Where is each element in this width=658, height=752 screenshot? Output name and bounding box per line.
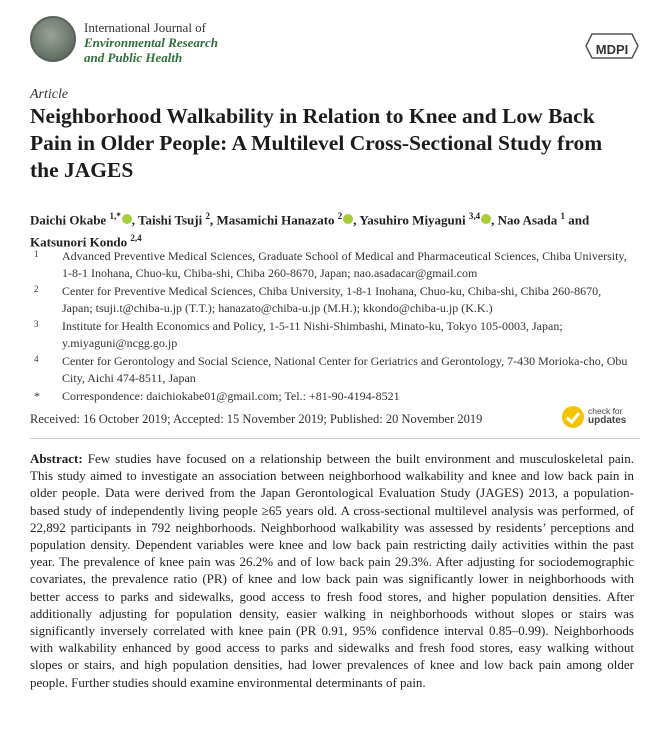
affiliation-list [30, 248, 630, 407]
journal-name-line3: and Public Health [84, 50, 183, 65]
author-name[interactable]: Daichi Okabe [30, 212, 110, 228]
check-for-label: check for [588, 406, 623, 416]
mdpi-logo [584, 26, 640, 66]
journal-name-line2: Environmental Research [84, 35, 218, 50]
check-icon [562, 406, 584, 428]
author-affiliation-marker: 2 [205, 211, 210, 221]
author-list: Daichi Okabe $^{1,*}$ , Taishi Tsuji $^2$, Masamichi Hanazato $^2$ , Yasuhiro Miyaguni $^{3,4}$ , Nao Asada $^1$ and Katsunori Kondo $^{2,4}$ [30, 211, 590, 250]
affiliation-text: Center for Gerontology and Social Science, National Center for Geriatrics and Gerontology, 7-430 Morioka-cho, Obu City, Aichi 474-8511, Japan [62, 354, 628, 385]
affiliation-number: 4 [34, 354, 39, 364]
article-title: Neighborhood Walkability in Relation to Knee and Low Back Pain in Older People: A Multilevel Cross-Sectional Study from the JAGES [30, 104, 603, 182]
affiliation-text: Institute for Health Economics and Policy, 1-5-11 Nishi-Shimbashi, Minato-ku, Tokyo 105-0003, Japan; y.miyaguni@ncgg.go.jp [62, 319, 563, 350]
affiliation-number: 1 [34, 249, 39, 259]
abstract-text: Few studies have focused on a relationship between the built environment and musculoskeletal pain. This study aimed to investigate an association between neighborhood walkability and knee and low back pain in older people. Data were derived from the Japan Gerontological Evaluation Study (JAGES) 2013, a population-based study of independently living people ≥65 years old. A cross-sectional multilevel analysis was performed, of 22,892 participants in 792 neighborhoods. Neighborhood walkability was assessed by residents’ perceptions and population density. Dependent variables were knee and low back pain restricting daily activities within the past year. The prevalence of knee pain was 26.2% and of low back pain 29.3%. After adjusting for sociodemographic covariates, the prevalence ratio (PR) of knee and low back pain was significantly lower in neighborhoods with better access to parks and sidewalks, good access to fresh food stores, and higher population densities. After additionally adjusting for population density, easier walking in neighborhoods without slopes or stairs was significantly inversely correlated with knee pain (PR 0.91, 95% confidence interval 0.85–0.99). Neighborhoods with walkability enhanced by good access to parks and sidewalks and fresh food stores, easy walking without slopes or stairs, and high population densities, had lower prevalences of knee and low back pain among older people. Further studies should examine environmental determinants of pain. [30, 451, 634, 690]
author-affiliation-marker: 2,4 [130, 233, 142, 244]
mdpi-logo-text: MDPI [595, 42, 629, 57]
divider [30, 438, 640, 439]
abstract [30, 450, 634, 691]
journal-logo-icon [30, 16, 76, 62]
author-joiner: and [568, 212, 590, 228]
author-name[interactable]: Yasuhiro Miyaguni [359, 212, 469, 228]
article-type: Article [30, 87, 69, 102]
affiliation-number: 2 [34, 284, 39, 294]
affiliation-item [30, 388, 630, 405]
journal-header [30, 16, 640, 76]
abstract-label: Abstract: [30, 451, 83, 466]
author-name[interactable]: Taishi Tsuji [137, 212, 206, 228]
affiliation-text: Correspondence: daichiokabe01@gmail.com; Tel.: +81-90-4194-8521 [62, 389, 400, 403]
affiliation-number: * [34, 389, 40, 403]
check-for-updates-badge[interactable] [562, 404, 640, 430]
affiliation-item [30, 283, 630, 316]
journal-name-line1: International Journal of [84, 20, 207, 35]
author-name[interactable]: Nao Asada [497, 212, 561, 228]
author-name[interactable]: Katsunori Kondo [30, 234, 131, 250]
affiliation-item [30, 248, 630, 281]
updates-label: updates [588, 415, 627, 426]
publication-dates: Received: 16 October 2019; Accepted: 15 November 2019; Published: 20 November 2019 [30, 412, 483, 426]
author-affiliation-marker: 1 [560, 211, 565, 221]
author-name[interactable]: Masamichi Hanazato [216, 212, 338, 228]
orcid-icon[interactable] [122, 214, 132, 224]
orcid-icon[interactable] [481, 214, 491, 224]
affiliation-item [30, 353, 630, 386]
affiliation-number: 3 [34, 319, 39, 329]
author-affiliation-marker: 1,* [109, 211, 121, 221]
author-affiliation-marker: 2 [337, 211, 343, 221]
author-affiliation-marker: 3,4 [468, 211, 481, 221]
affiliation-text: Center for Preventive Medical Sciences, Chiba University, 1-8-1 Inohana, Chuo-ku, Chiba-shi, Chiba 260-8670, Japan; tsuji.t@chiba-u.jp (T.T.); hanazato@chiba-u.jp (M.H.); kkondo@chiba-u.jp (K.K.) [62, 284, 602, 315]
orcid-icon[interactable] [343, 214, 353, 224]
affiliation-text: Advanced Preventive Medical Sciences, Graduate School of Medical and Pharmaceutical Sciences, Chiba University, 1-8-1 Inohana, Chuo-ku, Chiba-shi, Chiba 260-8670, Japan; nao.asadacar@gmail.com [62, 249, 627, 280]
affiliation-item [30, 318, 630, 351]
